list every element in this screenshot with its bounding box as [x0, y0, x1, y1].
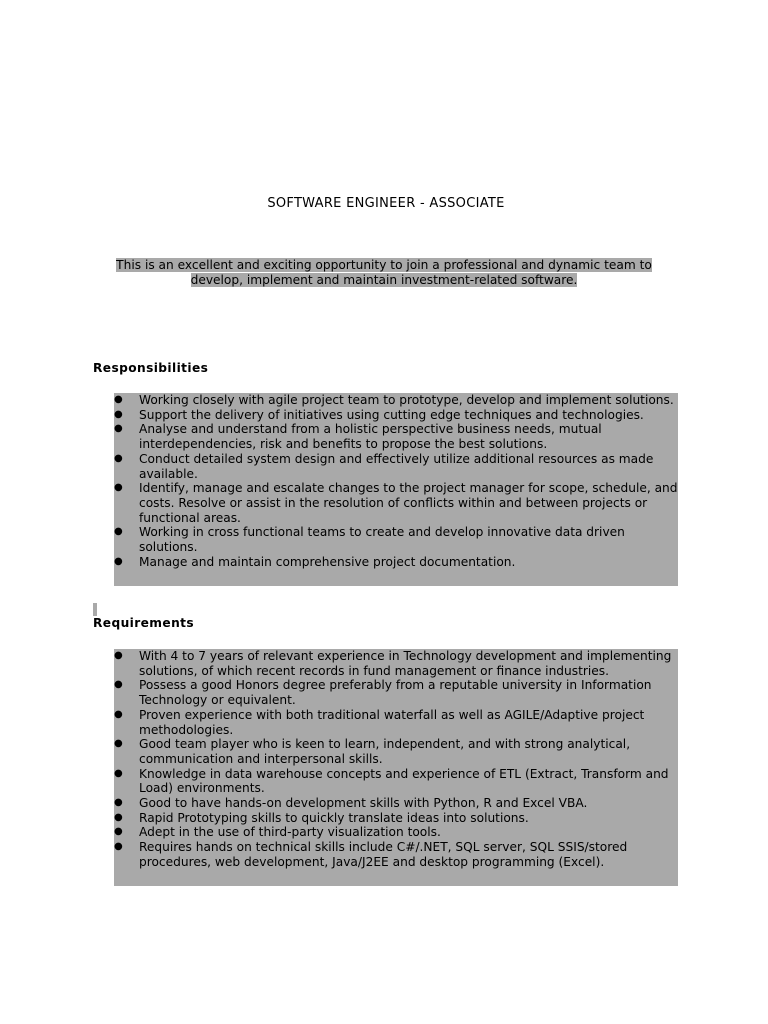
requirements-heading: Requirements — [93, 616, 195, 630]
list-item-text: Good team player who is keen to learn, independent, and with strong analytical, communication and interpersonal skills. — [139, 737, 631, 766]
bullet-icon: ● — [114, 811, 123, 823]
list-item-text: Analyse and understand from a holistic perspective business needs, mutual interdependencies, risk and benefits to propose the best solutions. — [139, 422, 602, 452]
list-item — [114, 408, 678, 423]
list-item — [114, 708, 678, 737]
bullet-icon: ● — [114, 408, 123, 420]
list-item — [114, 649, 678, 678]
list-item-text: Working in cross functional teams to create and develop innovative data driven solutions. — [139, 525, 625, 555]
list-item-text: With 4 to 7 years of relevant experience in Technology development and implementing solutions, of which recent records in fund management or finance industries. — [139, 649, 672, 678]
list-item-text: Rapid Prototyping skills to quickly translate ideas into solutions. — [139, 810, 529, 825]
list-item-text: Knowledge in data warehouse concepts and experience of ETL (Extract, Transform and Load) environments. — [139, 766, 669, 796]
list-item-text: Working closely with agile project team to prototype, develop and implement solutions. — [139, 393, 674, 407]
list-item-text: Support the delivery of initiatives using cutting edge techniques and technologies. — [139, 407, 644, 422]
list-item — [114, 737, 678, 766]
bullet-icon: ● — [114, 797, 123, 809]
list-item — [114, 525, 678, 554]
list-item — [114, 811, 678, 826]
bullet-icon: ● — [114, 708, 123, 720]
list-item — [114, 796, 678, 811]
bullet-icon: ● — [114, 526, 123, 538]
bullet-icon: ● — [114, 738, 123, 750]
list-item-text: Conduct detailed system design and effectively utilize additional resources as made available. — [139, 451, 654, 481]
bullet-icon: ● — [114, 841, 123, 853]
responsibilities-heading: Responsibilities — [93, 361, 209, 375]
bullet-icon: ● — [114, 679, 123, 691]
bullet-icon: ● — [114, 394, 123, 405]
list-item — [114, 481, 678, 525]
bullet-icon: ● — [114, 767, 123, 779]
list-item — [114, 767, 678, 796]
list-item-text: Good to have hands-on development skills with Python, R and Excel VBA. — [139, 796, 588, 811]
document-title: SOFTWARE ENGINEER - ASSOCIATE — [267, 196, 505, 211]
list-item — [114, 422, 678, 451]
bullet-icon: ● — [114, 555, 123, 567]
bullet-icon: ● — [114, 423, 123, 435]
list-item — [114, 555, 678, 570]
intro-text: This is an excellent and exciting opportunity to join a professional and dynamic team to develop, implement and maintain investment-related software. — [116, 258, 652, 287]
list-item-text: Requires hands on technical skills include C#/.NET, SQL server, SQL SSIS/stored procedures, web development, Java/J2EE and desktop programming (Excel). — [139, 840, 628, 869]
list-item-text: Possess a good Honors degree preferably from a reputable university in Information Technology or equivalent. — [139, 678, 652, 708]
list-item-text: Proven experience with both traditional waterfall as well as AGILE/Adaptive project methodologies. — [139, 707, 645, 737]
bullet-icon: ● — [114, 650, 123, 661]
list-item — [114, 678, 678, 707]
bullet-icon: ● — [114, 826, 123, 838]
responsibilities-list — [114, 393, 678, 586]
list-item — [114, 452, 678, 481]
section-marker — [93, 603, 97, 616]
list-item — [114, 825, 678, 840]
list-item — [114, 393, 678, 408]
bullet-icon: ● — [114, 482, 123, 494]
list-item — [114, 840, 678, 869]
list-item-text: Identify, manage and escalate changes to the project manager for scope, schedule, and costs. Resolve or assist in the resolution of conflicts within and between projects or functional areas. — [139, 481, 678, 525]
list-item-text: Manage and maintain comprehensive project documentation. — [139, 554, 516, 569]
list-item-text: Adept in the use of third-party visualization tools. — [139, 825, 441, 840]
bullet-icon: ● — [114, 452, 123, 464]
intro-paragraph — [90, 258, 678, 288]
requirements-list — [114, 649, 678, 886]
